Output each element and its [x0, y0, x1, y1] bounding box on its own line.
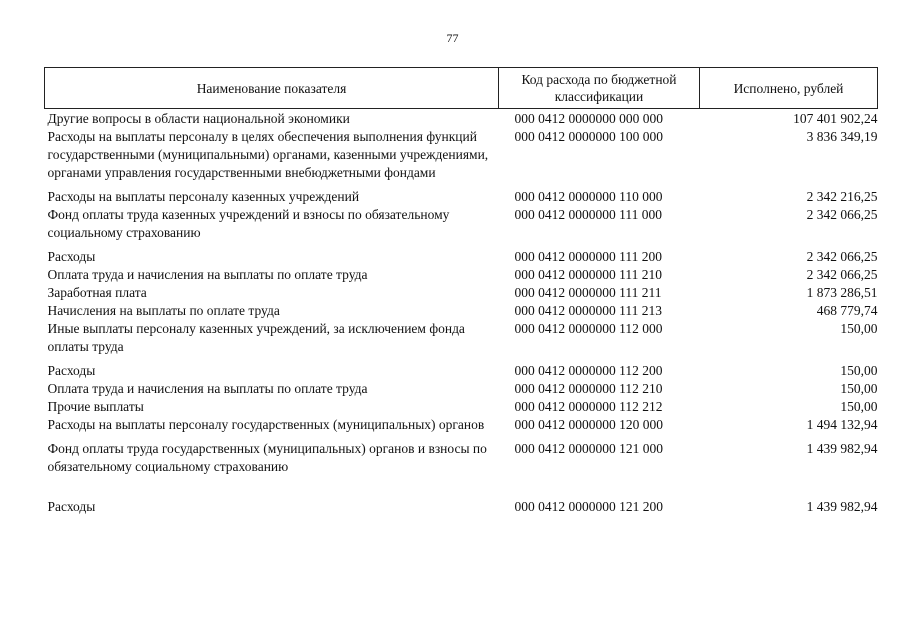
- table-row: [45, 109, 878, 129]
- row-code: 000 0412 0000000 111 200: [514, 249, 662, 264]
- row-code: 000 0412 0000000 112 210: [514, 381, 663, 396]
- page-number: 77: [446, 31, 459, 45]
- row-name: Фонд оплаты труда государственных (муниципальных) органов и взносы по обязательному социальному страхованию: [47, 441, 487, 474]
- row-name: Расходы на выплаты персоналу казенных учреждений: [47, 189, 360, 204]
- row-code: 000 0412 0000000 112 212: [514, 399, 663, 414]
- row-amount: 3 836 349,19: [806, 129, 878, 144]
- row-amount: 2 342 216,25: [806, 189, 878, 204]
- row-name: Расходы: [47, 249, 96, 264]
- row-code: 000 0412 0000000 112 200: [514, 363, 663, 378]
- row-code: 000 0412 0000000 121 200: [514, 499, 663, 514]
- table-row: [45, 434, 878, 476]
- row-amount: 150,00: [840, 399, 878, 414]
- header-amount: Исполнено, рублей: [700, 68, 878, 109]
- expenditure-table: [44, 67, 878, 516]
- row-code: 000 0412 0000000 111 000: [514, 207, 662, 222]
- row-amount: 2 342 066,25: [806, 249, 878, 264]
- table-row: [45, 284, 878, 302]
- row-name: Фонд оплаты труда казенных учреждений и взносы по обязательному социальному страхованию: [47, 207, 450, 240]
- row-name: Оплата труда и начисления на выплаты по оплате труда: [47, 267, 368, 282]
- row-amount: 1 873 286,51: [806, 285, 878, 300]
- row-amount: 150,00: [840, 321, 878, 336]
- header-name: Наименование показателя: [45, 68, 499, 109]
- row-code: 000 0412 0000000 000 000: [514, 111, 663, 126]
- table-row: [45, 416, 878, 434]
- row-name: Расходы: [47, 499, 96, 514]
- row-code: 000 0412 0000000 111 211: [514, 285, 662, 300]
- row-amount: 468 779,74: [816, 303, 878, 318]
- row-amount: 1 439 982,94: [806, 499, 878, 514]
- header-code: Код расхода по бюджетной классификации: [499, 68, 700, 109]
- row-name: Расходы: [47, 363, 96, 378]
- table-row: [45, 242, 878, 266]
- row-code: 000 0412 0000000 120 000: [514, 417, 663, 432]
- row-amount: 150,00: [840, 363, 878, 378]
- row-code: 000 0412 0000000 121 000: [514, 441, 663, 456]
- row-amount: 2 342 066,25: [806, 207, 878, 222]
- table-row: [45, 182, 878, 206]
- row-code: 000 0412 0000000 100 000: [514, 129, 663, 144]
- table-row: [45, 302, 878, 320]
- row-name: Оплата труда и начисления на выплаты по оплате труда: [47, 381, 368, 396]
- table-header-row: [45, 68, 878, 109]
- row-code: 000 0412 0000000 110 000: [514, 189, 663, 204]
- row-name: Иные выплаты персоналу казенных учреждений, за исключением фонда оплаты труда: [47, 321, 465, 354]
- table-row: [45, 398, 878, 416]
- row-code: 000 0412 0000000 112 000: [514, 321, 663, 336]
- table-row: [45, 266, 878, 284]
- row-name: Расходы на выплаты персоналу в целях обеспечения выполнения функций государственными (муниципальными) органами, казенными учреждениями, органами управления государственными внебюджетными фондами: [47, 129, 489, 180]
- row-amount: 2 342 066,25: [806, 267, 878, 282]
- row-name: Прочие выплаты: [47, 399, 144, 414]
- table-row: [45, 206, 878, 242]
- row-name: Расходы на выплаты персоналу государственных (муниципальных) органов: [47, 417, 485, 432]
- row-amount: 107 401 902,24: [793, 111, 878, 126]
- table-row: [45, 356, 878, 380]
- table-row: [45, 320, 878, 356]
- row-name: Другие вопросы в области национальной экономики: [47, 111, 350, 126]
- row-amount: 1 494 132,94: [806, 417, 878, 432]
- row-code: 000 0412 0000000 111 213: [514, 303, 662, 318]
- row-amount: 1 439 982,94: [806, 441, 878, 456]
- table-row: [45, 380, 878, 398]
- row-name: Начисления на выплаты по оплате труда: [47, 303, 280, 318]
- row-amount: 150,00: [840, 381, 878, 396]
- row-code: 000 0412 0000000 111 210: [514, 267, 662, 282]
- row-name: Заработная плата: [47, 285, 147, 300]
- table-row: [45, 476, 878, 516]
- table-row: [45, 128, 878, 182]
